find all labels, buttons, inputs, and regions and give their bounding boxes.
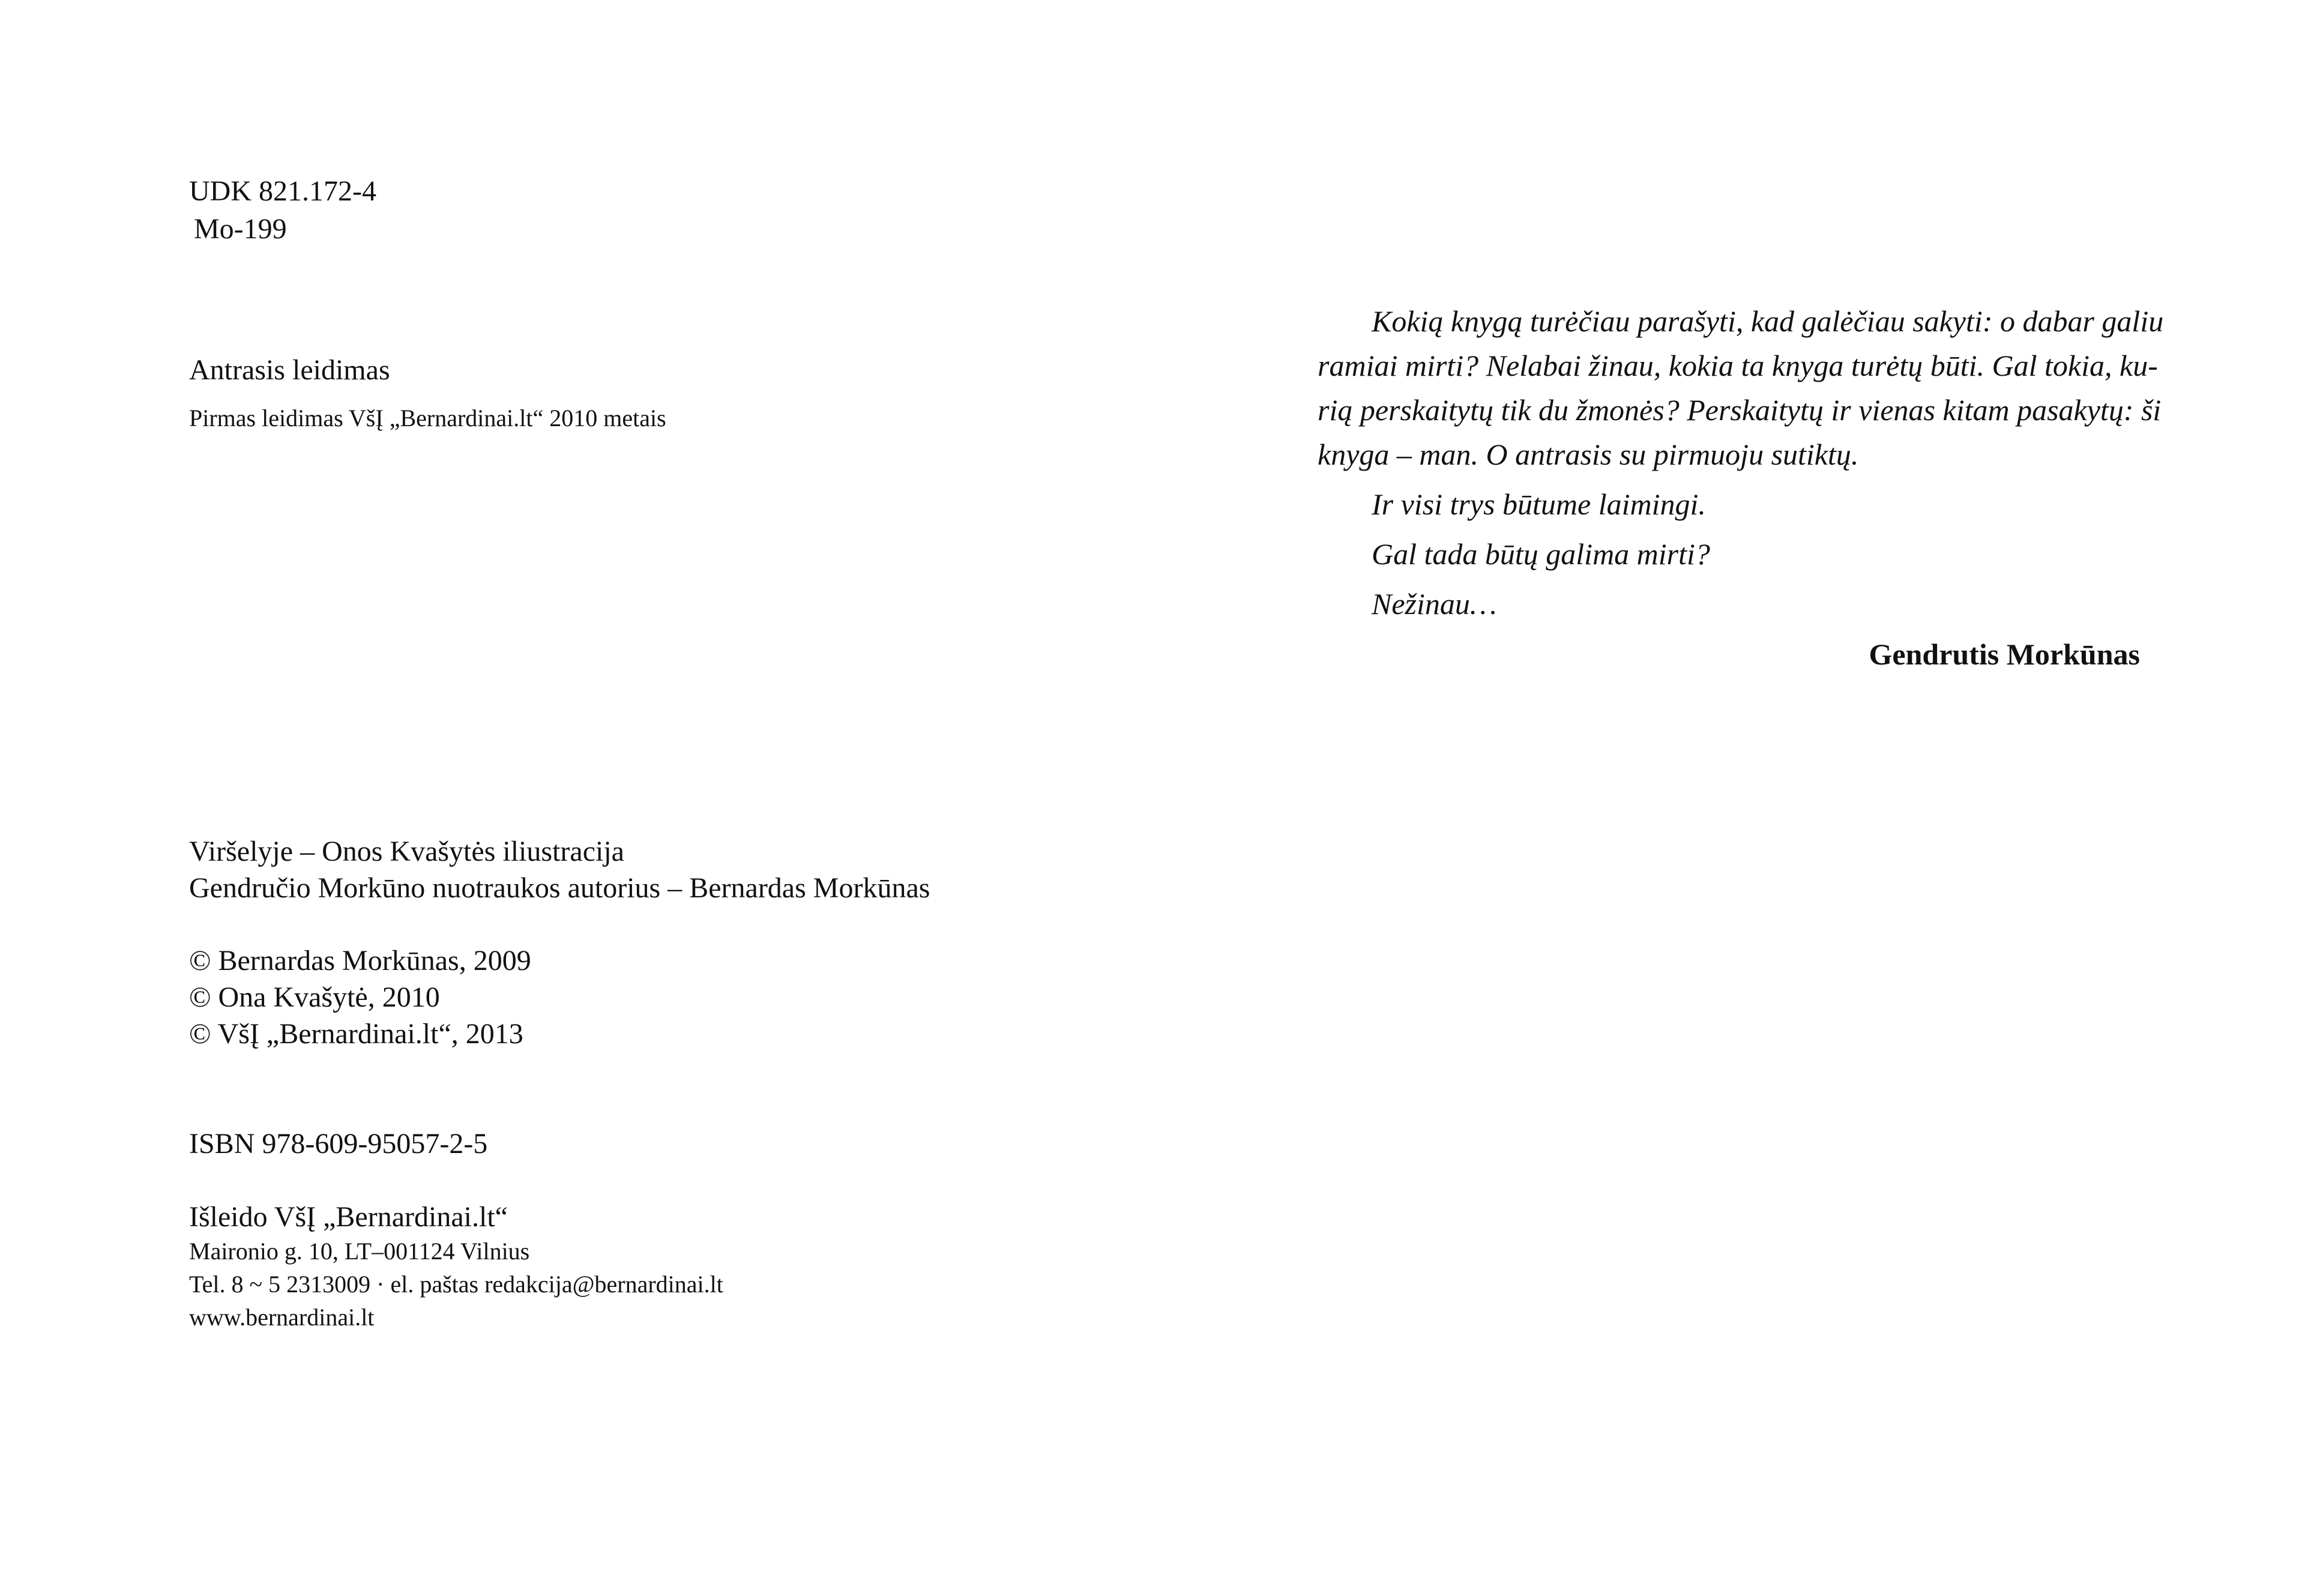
imprint-page — [189, 0, 1089, 1596]
quote-line: Nežinau… — [1372, 587, 1497, 621]
publisher-name: Išleido VšĮ „Bernardinai.lt“ — [189, 1201, 508, 1233]
quote-signature: Gendrutis Morkūnas — [1869, 637, 2140, 671]
quote-line: rią perskaitytų tik du žmonės? Perskaitytų ir vienas kitam pasakytų: ši — [1318, 393, 2162, 427]
udk-code: UDK 821.172-4 — [189, 175, 376, 207]
edition-label: Antrasis leidimas — [189, 354, 390, 386]
quote-line: Gal tada būtų galima mirti? — [1372, 537, 1710, 571]
first-edition-note: Pirmas leidimas VšĮ „Bernardinai.lt“ 2010 metais — [189, 405, 666, 432]
quote-line: Kokią knygą turėčiau parašyti, kad galėčiau sakyti: o dabar galiu — [1372, 304, 2164, 338]
quote-line: Ir visi trys būtume laimingi. — [1372, 487, 1706, 521]
copyright-line: © VšĮ „Bernardinai.lt“, 2013 — [189, 1018, 523, 1050]
cover-credit: Viršelyje – Onos Kvašytės iliustracija — [189, 836, 624, 867]
publisher-contacts: Tel. 8 ~ 5 2313009 · el. paštas redakcija@bernardinai.lt — [189, 1271, 723, 1298]
isbn: ISBN 978-609-95057-2-5 — [189, 1128, 488, 1160]
photo-credit: Gendručio Morkūno nuotraukos autorius – Bernardas Morkūnas — [189, 872, 930, 904]
classification-code: Mo-199 — [194, 213, 287, 245]
copyright-line: © Ona Kvašytė, 2010 — [189, 981, 440, 1013]
quote-line: ramiai mirti? Nelabai žinau, kokia ta knyga turėtų būti. Gal tokia, ku- — [1318, 349, 2158, 382]
publisher-website: www.bernardinai.lt — [189, 1304, 375, 1331]
publisher-address: Maironio g. 10, LT–001124 Vilnius — [189, 1238, 530, 1265]
epigraph-page — [1318, 0, 2164, 1596]
quote-line: knyga – man. O antrasis su pirmuoju sutiktų. — [1318, 438, 1859, 471]
copyright-line: © Bernardas Morkūnas, 2009 — [189, 945, 531, 977]
